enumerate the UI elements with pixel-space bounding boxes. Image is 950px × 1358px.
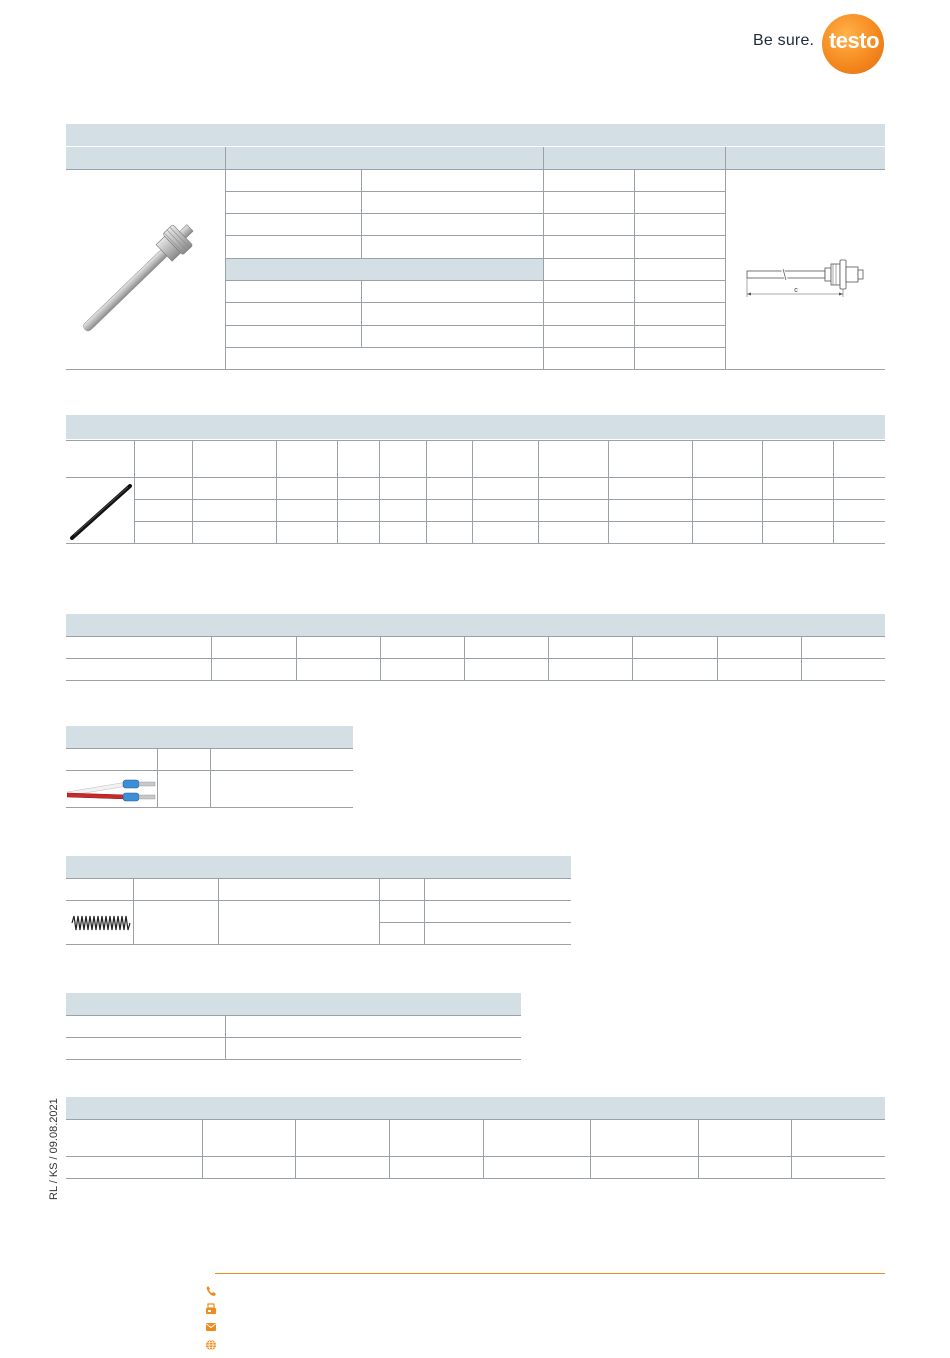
spring-image (70, 914, 132, 932)
probe-dimension-drawing (740, 258, 875, 300)
table1-title-bar (66, 124, 885, 146)
table5-title-bar (66, 856, 571, 878)
mail-icon (205, 1321, 217, 1333)
table2-title-bar (66, 415, 885, 439)
table7-title-bar (66, 1097, 885, 1119)
table4-title-bar (66, 726, 353, 748)
probe-photo (70, 205, 220, 340)
globe-icon (205, 1339, 217, 1351)
table1-subheader (226, 259, 543, 280)
brand-name: testo (828, 28, 880, 53)
table1-column-header-bar (66, 147, 885, 169)
brand-slogan: Be sure. (753, 32, 815, 49)
dimension-label: c (794, 287, 798, 294)
phone-icon (205, 1285, 217, 1297)
revision-note: RL / KS / 09.08.2021 (48, 1098, 60, 1200)
cable-image (68, 480, 134, 542)
fax-icon (205, 1303, 217, 1315)
table3-title-bar (66, 614, 885, 636)
table6-title-bar (66, 993, 521, 1015)
testo-logo[interactable] (753, 14, 888, 74)
wire-ferrules-image (67, 777, 157, 805)
footer-divider (215, 1273, 885, 1274)
